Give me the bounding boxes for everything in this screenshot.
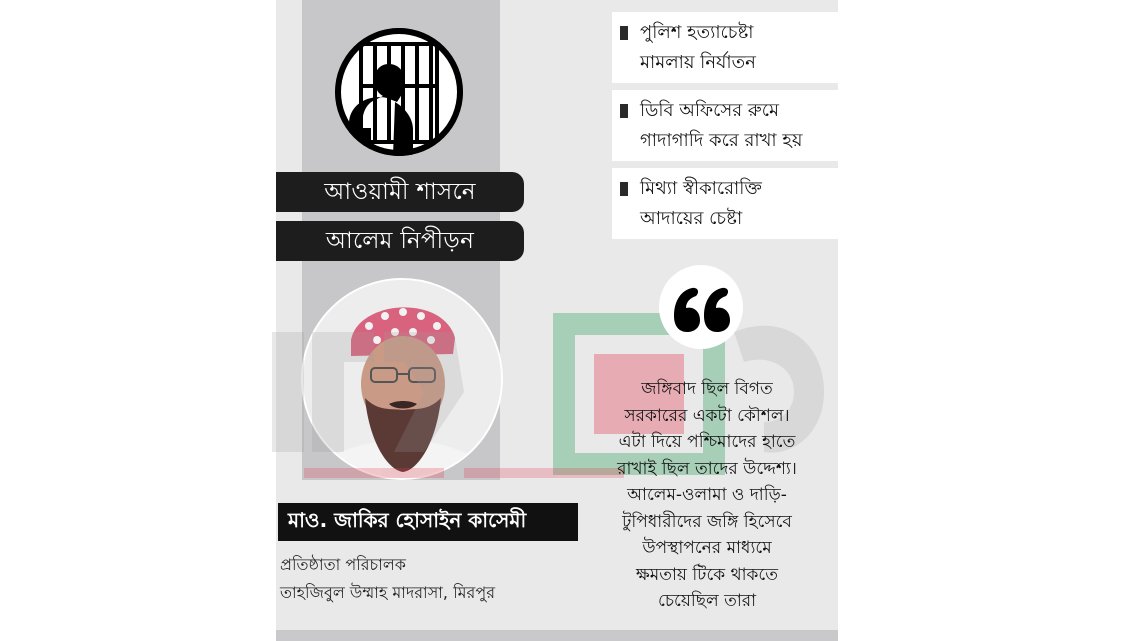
person-institution: তাহজিবুল উম্মাহ মাদরাসা, মিরপুর: [280, 583, 496, 602]
bullet-line: পুলিশ হত্যাচেষ্টা: [640, 22, 754, 43]
bullet-marker-icon: [620, 104, 628, 118]
quote-line: চেয়েছিল তারা: [657, 591, 757, 611]
bullet-list: [612, 12, 838, 246]
list-item: [612, 90, 838, 161]
quote-line: উপস্থাপনের মাধ্যমে: [642, 538, 772, 558]
quote-line: আলেম-ওলামা ও দাড়ি-: [627, 485, 787, 505]
bullet-line: মামলায় নির্যাতন: [640, 52, 756, 73]
person-name: মাও. জাকির হোসাইন কাসেমী: [278, 503, 578, 541]
headline-line-2: আলেম নিপীড়ন: [276, 221, 524, 261]
bullet-line: গাদাগাদি করে রাখা হয়: [640, 130, 803, 151]
prisoner-behind-bars-icon: [335, 28, 463, 156]
person-title: প্রতিষ্ঠাতা পরিচালক: [280, 555, 406, 574]
list-item: [612, 168, 838, 239]
person-designation: [280, 551, 495, 607]
bullet-marker-icon: [620, 26, 628, 40]
headline-line-1: আওয়ামী শাসনে: [276, 172, 524, 212]
bullet-line: আদায়ের চেষ্টা: [640, 208, 743, 229]
quote-line: ক্ষমতায় টিকে থাকতে: [636, 564, 778, 585]
quote-line: রাখাই ছিল তাদের উদ্দেশ্য।: [617, 458, 797, 479]
quote-text: [582, 376, 832, 615]
list-item: [612, 12, 838, 83]
portrait-photo: [301, 278, 503, 480]
quotation-mark-icon: [656, 264, 746, 350]
bullet-line: ডিবি অফিসের রুমে: [640, 100, 779, 121]
quote-line: টুপিধারীদের জঙ্গি হিসেবে: [622, 511, 792, 532]
quote-line: জঙ্গিবাদ ছিল বিগত: [641, 379, 773, 399]
bullet-line: মিথ্যা স্বীকারোক্তি: [640, 178, 762, 199]
quote-line: সরকারের একটা কৌশল।: [624, 405, 790, 426]
bullet-marker-icon: [620, 182, 628, 196]
quote-line: এটা দিয়ে পশ্চিমাদের হাতে: [618, 432, 796, 452]
bottom-rule: [276, 630, 838, 641]
